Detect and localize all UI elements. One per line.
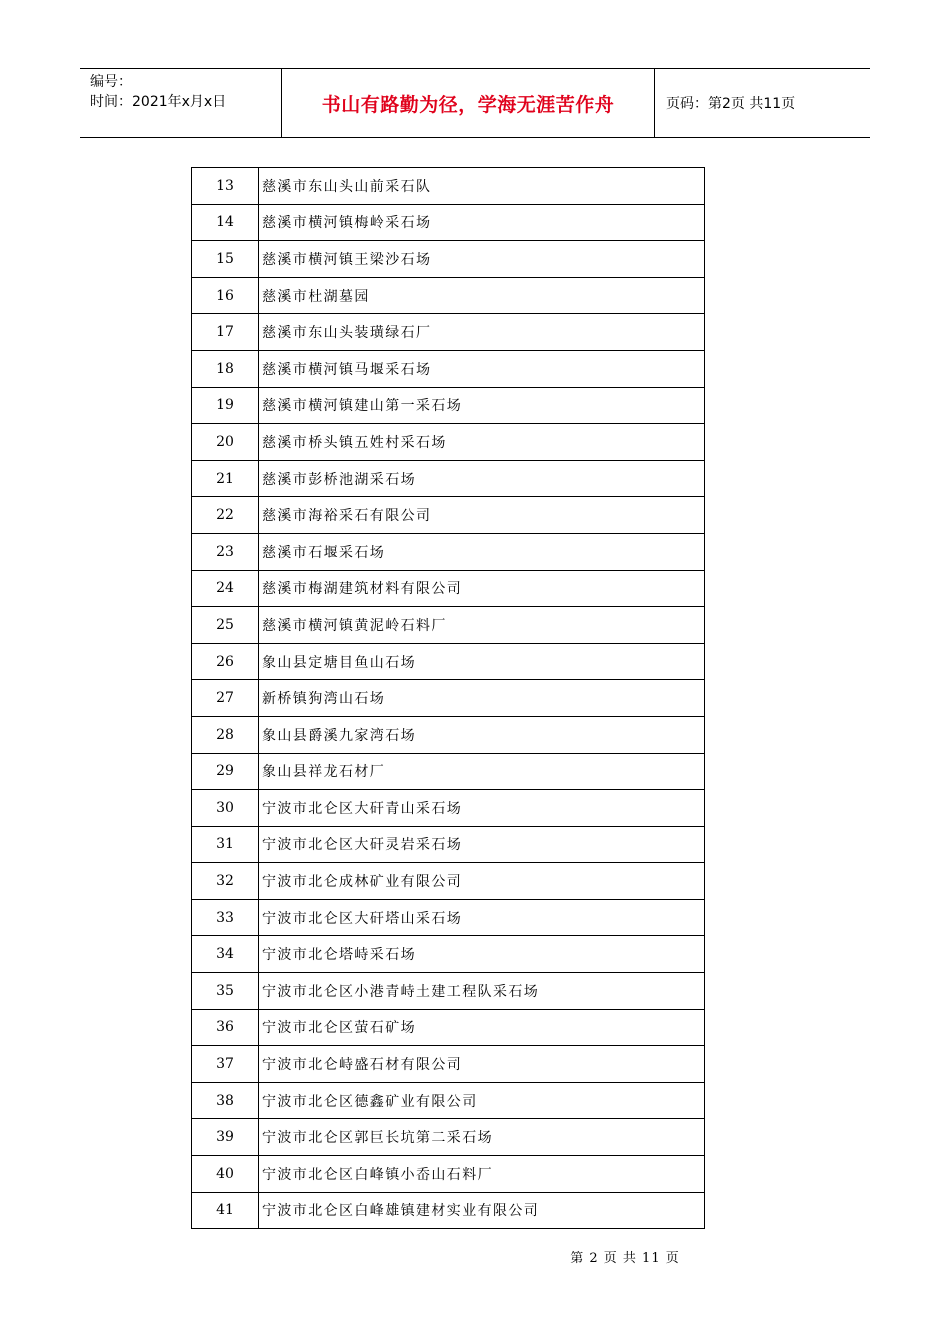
table-row	[192, 314, 705, 351]
row-number: 40	[192, 1156, 259, 1193]
table-row	[192, 716, 705, 753]
row-number: 31	[192, 826, 259, 863]
table-row	[192, 790, 705, 827]
row-number: 37	[192, 1046, 259, 1083]
company-name: 宁波市北仑区白峰雄镇建材实业有限公司	[259, 1192, 705, 1229]
company-name: 宁波市北仑区大矸青山采石场	[259, 790, 705, 827]
company-name: 慈溪市海裕采石有限公司	[259, 497, 705, 534]
company-name: 慈溪市梅湖建筑材料有限公司	[259, 570, 705, 607]
table-row	[192, 1009, 705, 1046]
table-row	[192, 863, 705, 900]
company-name: 宁波市北仑区白峰镇小岙山石料厂	[259, 1156, 705, 1193]
company-name: 慈溪市杜湖墓园	[259, 277, 705, 314]
document-number-label: 编号：	[90, 74, 132, 90]
company-name: 新桥镇狗湾山石场	[259, 680, 705, 717]
table-row	[192, 899, 705, 936]
table-row	[192, 241, 705, 278]
company-name: 宁波市北仑区郭巨长坑第二采石场	[259, 1119, 705, 1156]
row-number: 26	[192, 643, 259, 680]
company-name: 慈溪市横河镇建山第一采石场	[259, 387, 705, 424]
company-name: 慈溪市石堰采石场	[259, 533, 705, 570]
table-row	[192, 680, 705, 717]
table-body	[192, 168, 705, 1229]
table-row	[192, 350, 705, 387]
row-number: 21	[192, 460, 259, 497]
header-meta	[80, 69, 282, 137]
row-number: 14	[192, 204, 259, 241]
table-row	[192, 570, 705, 607]
table-row	[192, 424, 705, 461]
table-row	[192, 1192, 705, 1229]
page-header	[80, 68, 870, 138]
table-row	[192, 973, 705, 1010]
company-name: 宁波市北仑区德鑫矿业有限公司	[259, 1082, 705, 1119]
company-name: 宁波市北仑塔峙采石场	[259, 936, 705, 973]
company-name: 宁波市北仑区小港青峙土建工程队采石场	[259, 973, 705, 1010]
table-row	[192, 1156, 705, 1193]
company-name: 象山县定塘目鱼山石场	[259, 643, 705, 680]
company-name: 慈溪市横河镇梅岭采石场	[259, 204, 705, 241]
table-row	[192, 826, 705, 863]
header-motto: 书山有路勤为径，学海无涯苦作舟	[282, 69, 655, 137]
row-number: 25	[192, 607, 259, 644]
company-name: 宁波市北仑区大矸灵岩采石场	[259, 826, 705, 863]
company-name: 宁波市北仑峙盛石材有限公司	[259, 1046, 705, 1083]
row-number: 22	[192, 497, 259, 534]
company-name: 宁波市北仑区大矸塔山采石场	[259, 899, 705, 936]
row-number: 18	[192, 350, 259, 387]
document-time-label: 时间：2021年x月x日	[90, 94, 227, 110]
row-number: 23	[192, 533, 259, 570]
table-row	[192, 1046, 705, 1083]
company-name: 慈溪市东山头装璜绿石厂	[259, 314, 705, 351]
company-name: 宁波市北仑区萤石矿场	[259, 1009, 705, 1046]
table-row	[192, 1082, 705, 1119]
table-row	[192, 936, 705, 973]
table-row	[192, 607, 705, 644]
company-name: 慈溪市横河镇马堰采石场	[259, 350, 705, 387]
company-name: 慈溪市东山头山前采石队	[259, 168, 705, 205]
table-row	[192, 204, 705, 241]
header-page-info: 页码：第2页 共11页	[666, 96, 796, 112]
row-number: 15	[192, 241, 259, 278]
company-name: 慈溪市横河镇黄泥岭石料厂	[259, 607, 705, 644]
row-number: 30	[192, 790, 259, 827]
row-number: 33	[192, 899, 259, 936]
table-row	[192, 387, 705, 424]
table-row	[192, 1119, 705, 1156]
row-number: 27	[192, 680, 259, 717]
row-number: 41	[192, 1192, 259, 1229]
row-number: 16	[192, 277, 259, 314]
table-row	[192, 643, 705, 680]
table-row	[192, 497, 705, 534]
company-name: 象山县爵溪九家湾石场	[259, 716, 705, 753]
row-number: 28	[192, 716, 259, 753]
row-number: 13	[192, 168, 259, 205]
company-name: 慈溪市横河镇王梁沙石场	[259, 241, 705, 278]
company-name: 宁波市北仑成林矿业有限公司	[259, 863, 705, 900]
row-number: 17	[192, 314, 259, 351]
table-row	[192, 533, 705, 570]
row-number: 29	[192, 753, 259, 790]
company-name: 慈溪市彭桥池湖采石场	[259, 460, 705, 497]
row-number: 19	[192, 387, 259, 424]
table-row	[192, 277, 705, 314]
table-row	[192, 753, 705, 790]
row-number: 34	[192, 936, 259, 973]
company-name: 慈溪市桥头镇五姓村采石场	[259, 424, 705, 461]
row-number: 38	[192, 1082, 259, 1119]
row-number: 20	[192, 424, 259, 461]
row-number: 32	[192, 863, 259, 900]
row-number: 24	[192, 570, 259, 607]
company-name: 象山县祥龙石材厂	[259, 753, 705, 790]
quarry-list-table	[191, 167, 705, 1229]
row-number: 36	[192, 1009, 259, 1046]
table-row	[192, 460, 705, 497]
table-row	[192, 168, 705, 205]
page-footer: 第 2 页 共 11 页	[570, 1251, 680, 1266]
row-number: 35	[192, 973, 259, 1010]
row-number: 39	[192, 1119, 259, 1156]
